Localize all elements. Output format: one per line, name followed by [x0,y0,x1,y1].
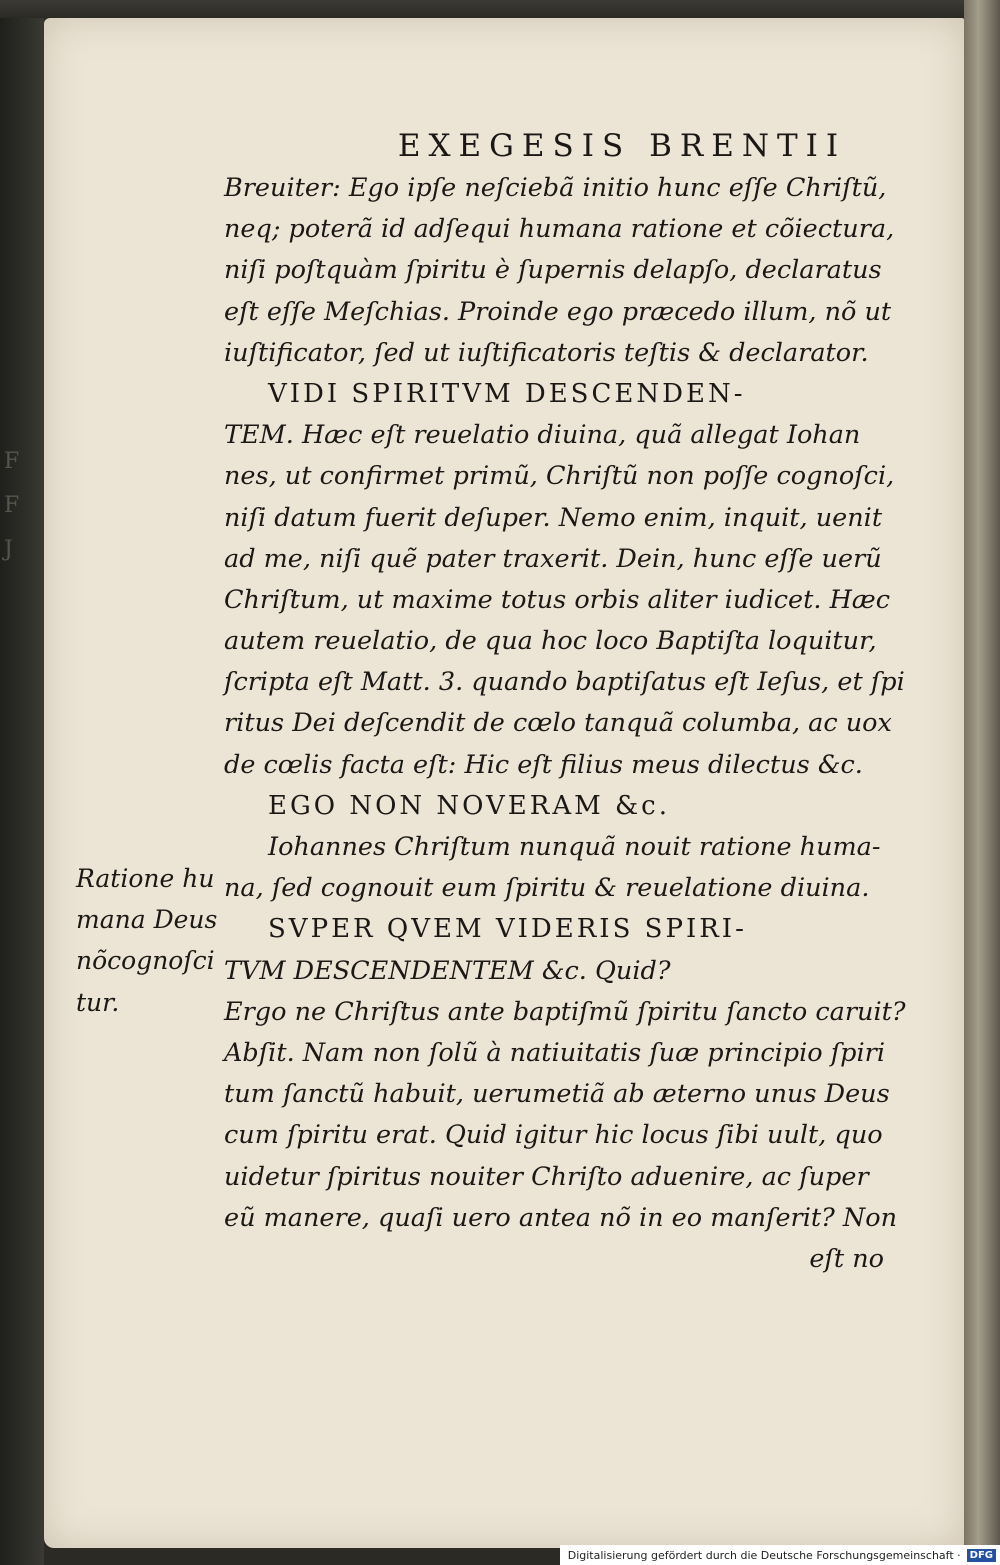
text-line: EGO NON NOVERAM &c. [268,790,670,821]
text-line: niſi datum fuerit deſuper. Nemo enim, inquit, uenit [224,502,883,533]
text-line: uidetur ſpiritus nouiter Chriſto aduenire, ac ſuper [224,1161,869,1192]
bleed-glyph: J [4,537,13,562]
digitization-credit-banner [560,1545,1000,1565]
text-line: eũ manere, quaſi uero antea nõ in eo manſerit? Non [224,1202,897,1233]
marginal-note [76,858,226,1023]
text-line: VIDI SPIRITVM DESCENDEN- [268,378,746,409]
scan-top-edge [0,0,1000,18]
text-line: niſi poſtquàm ſpiritu è ſupernis delapſo, declaratus [224,255,882,286]
text-line: iuſtificator, ſed ut iuſtificatoris teſtis & declarator. [224,337,869,368]
credit-text: Digitalisierung gefördert durch die Deutsche Forschungsgemeinschaft · [567,1548,961,1562]
text-line: neq; poterã id adſequi humana ratione et cõiectura, [224,214,895,245]
bleed-glyph: F [4,493,20,518]
text-line: tum ſanctũ habuit, uerumetiã ab æterno unus Deus [224,1079,890,1110]
dfg-logo-icon: DFG [967,1549,996,1562]
text-line: ritus Dei deſcendit de cœlo tanquã columba, ac uox [224,708,892,739]
text-line: Abſit. Nam non ſolũ à natiuitatis ſuæ principio ſpiri [224,1037,885,1068]
text-line: Ergo ne Chriſtus ante baptiſmũ ſpiritu ſancto caruit? [224,996,906,1027]
text-line: ad me, niſi quẽ pater traxerit. Dein, hunc eſſe uerũ [224,543,882,574]
marginal-note-line: tur. [76,987,120,1017]
text-line: Iohannes Chriſtum nunquã nouit ratione huma- [268,832,881,862]
text-line: Chriſtum, ut maxime totus orbis aliter iudicet. Hæc [224,584,891,615]
text-line: ſcripta eſt Matt. 3. quando baptiſatus eſt Ieſus, et ſpi [224,667,905,698]
text-line: nes, ut confirmet primũ, Chriſtũ non poſſe cognoſci, [224,461,895,492]
text-line: cum ſpiritu erat. Quid igitur hic locus ſibi uult, quo [224,1120,883,1151]
marginal-note-line: mana Deus [76,905,218,935]
running-head: EXEGESIS BRENTII [397,128,847,164]
text-line: TVM DESCENDENTEM &c. Quid? [224,955,671,986]
text-line: de cœlis facta eſt: Hic eſt filius meus dilectus &c. [224,749,863,780]
bleed-glyph: F [4,449,20,474]
scan-left-edge [0,0,44,1565]
text-line: Breuiter: Ego ipſe neſciebã initio hunc eſſe Chriſtũ, [224,173,887,203]
catchword: eſt no [809,1243,884,1274]
bleed-through-edge [4,440,40,572]
marginal-note-line: Ratione hu [76,864,215,893]
text-line: eſt eſſe Meſchias. Proinde ego præcedo illum, nõ ut [224,296,892,327]
text-line: SVPER QVEM VIDERIS SPIRI- [268,914,747,945]
scan-right-edge [964,0,1000,1565]
page-body-text [224,168,906,1280]
text-line: TEM. Hæc eſt reuelatio diuina, quã allegat Iohan [224,420,861,451]
text-line: autem reuelatio, de qua hoc loco Baptiſta loquitur, [224,626,877,657]
text-line: na, ſed cognouit eum ſpiritu & reuelatione diuina. [224,873,870,904]
marginal-note-line: nõcognoſci [76,946,215,976]
